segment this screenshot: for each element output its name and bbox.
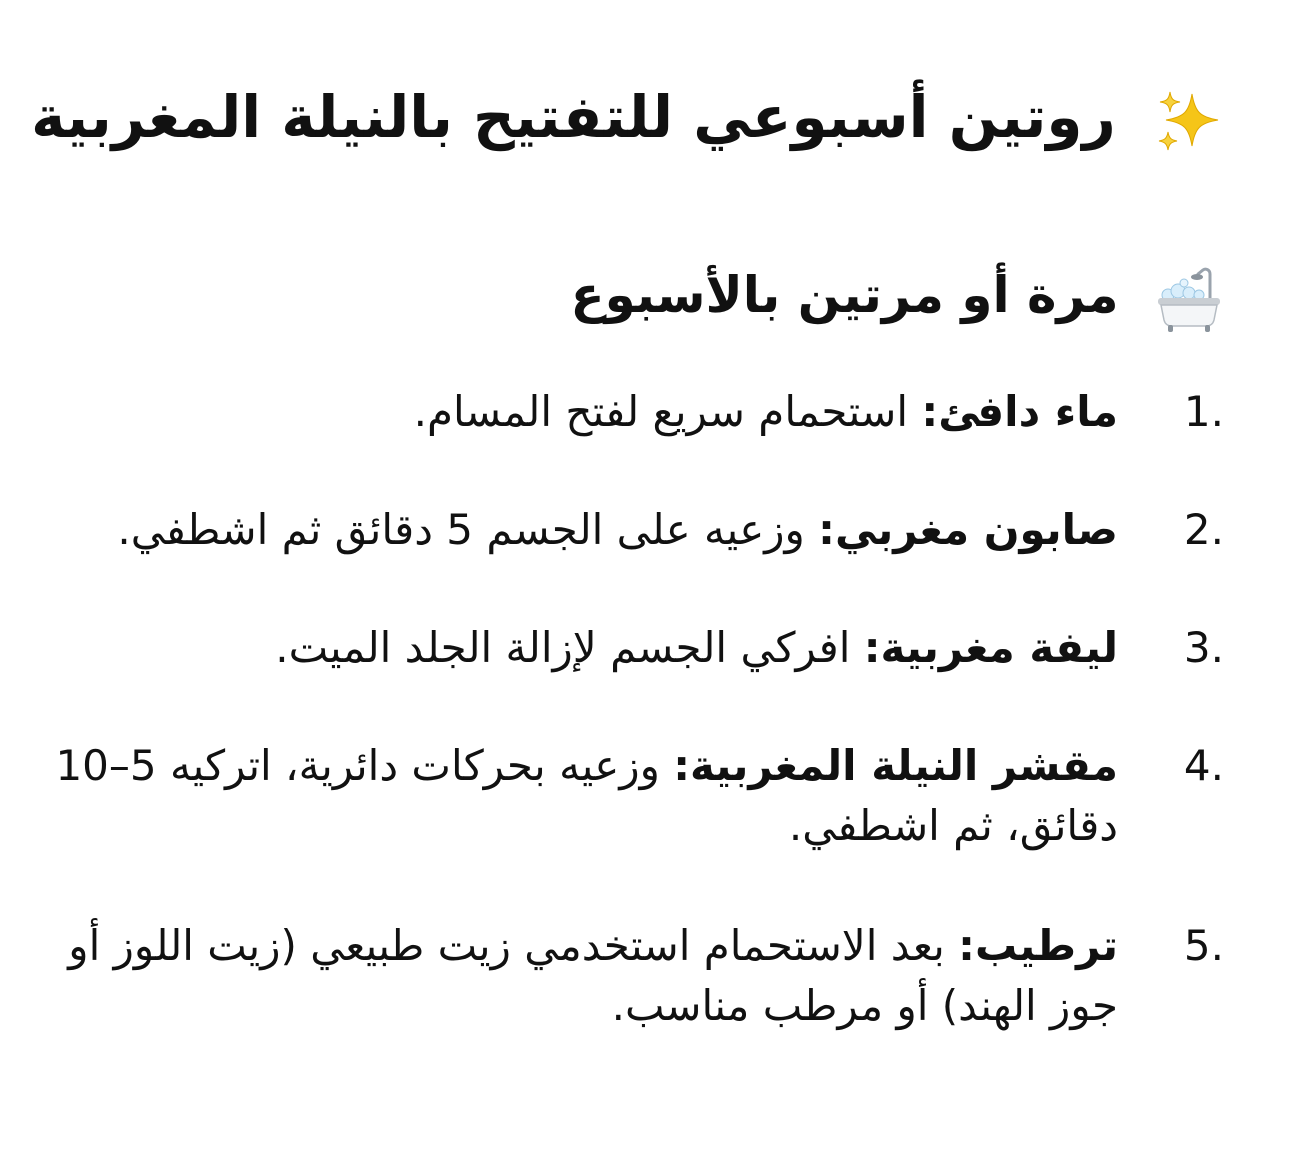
sparkles-icon (1154, 86, 1224, 156)
step-text: استحمام سريع لفتح المسام. (413, 387, 922, 436)
step-separator: : (818, 505, 835, 554)
list-item (40, 618, 1224, 678)
step-term: ليفة مغربية (880, 623, 1118, 672)
bathtub-icon (1154, 264, 1224, 334)
step-number: 4. (1183, 741, 1224, 790)
step-body (40, 916, 1118, 1036)
page-title-text: روتين أسبوعي للتفتيح بالنيلة المغربية (31, 83, 1116, 151)
list-item (40, 382, 1224, 442)
list-item (40, 916, 1224, 1036)
step-term: مقشر النيلة المغربية (690, 741, 1118, 790)
page-title (31, 72, 1224, 162)
step-term: ترطيب (974, 921, 1118, 970)
list-item (40, 500, 1224, 560)
step-body (40, 618, 1118, 678)
step-number: 2. (1183, 505, 1224, 554)
steps-list (40, 382, 1224, 1096)
step-body (40, 736, 1118, 856)
step-text: بعد الاستحمام استخدمي زيت طبيعي (زيت اللوز أو جوز الهند) أو مرطب مناسب. (68, 921, 1118, 1030)
section-heading (40, 250, 1224, 340)
step-body (40, 500, 1118, 560)
step-number: 3. (1183, 623, 1224, 672)
section-heading-text: مرة أو مرتين بالأسبوع (570, 266, 1119, 324)
step-text: وزعيه بحركات دائرية، اتركيه 5–10 دقائق، ثم اشطفي. (55, 741, 1118, 850)
step-number: 5. (1183, 921, 1224, 970)
step-separator: : (921, 387, 939, 436)
step-body (40, 382, 1118, 442)
step-separator: : (673, 741, 691, 790)
step-term: ماء دافئ (938, 387, 1118, 436)
step-term: صابون مغربي (834, 505, 1118, 554)
step-text: افركي الجسم لإزالة الجلد الميت. (275, 623, 864, 672)
step-separator: : (958, 921, 975, 970)
list-item (40, 736, 1224, 856)
step-separator: : (863, 623, 881, 672)
step-number: 1. (1183, 387, 1224, 436)
step-text: وزعيه على الجسم 5 دقائق ثم اشطفي. (117, 505, 819, 554)
